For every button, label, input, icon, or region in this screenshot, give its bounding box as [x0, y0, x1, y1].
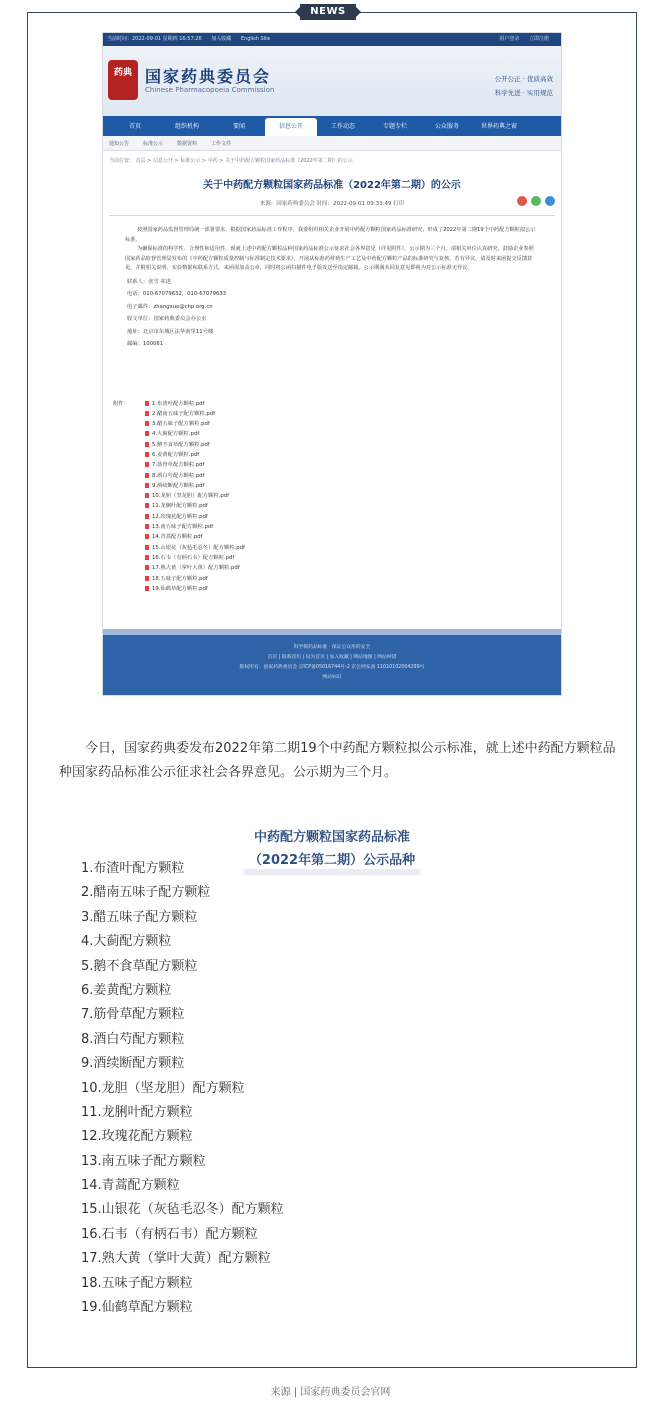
source-credit: 来源 | 国家药典委员会官网: [270, 1387, 391, 1398]
attachment-link[interactable]: 10.龙胆（坚龙胆）配方颗粒.pdf: [145, 491, 561, 501]
attachment-link[interactable]: 18.五味子配方颗粒.pdf: [145, 574, 561, 584]
breadcrumb: 当前位置： 首页 > 信息公开 > 标准公示 > 中药 > 关于中药配方颗粒国家药品标准（2022年第二期）的公示: [109, 158, 353, 164]
attachment-link[interactable]: 13.南五味子配方颗粒.pdf: [145, 522, 561, 532]
site-name-en: Chinese Pharmacopoeia Commission: [145, 86, 275, 94]
article-meta: 来源：国家药典委员会 时间：2022-09-01 09:33:49 打印: [103, 199, 561, 207]
share-buttons: [513, 196, 555, 206]
footer-site-mark: 网站标识: [322, 675, 342, 680]
attachment-link[interactable]: 14.青蒿配方颗粒.pdf: [145, 532, 561, 542]
wechat-share-icon[interactable]: [531, 196, 541, 206]
list-item: 11.龙脷叶配方颗粒: [81, 1104, 193, 1120]
list-item: 5.鹅不食草配方颗粒: [81, 958, 198, 974]
article-title: 关于中药配方颗粒国家药品标准（2022年第二期）的公示: [203, 180, 461, 191]
subnav-work-files[interactable]: 工作文件: [211, 140, 232, 147]
list-item: 12.玫瑰花配方颗粒: [81, 1129, 193, 1145]
list-item: 17.熟大黄（掌叶大黄）配方颗粒: [81, 1251, 271, 1267]
attachment-link[interactable]: 15.山银花（灰毡毛忍冬）配方颗粒.pdf: [145, 543, 561, 553]
site-banner: [103, 46, 561, 116]
attachment-link[interactable]: 9.酒续断配方颗粒.pdf: [145, 481, 561, 491]
nav-special-topics[interactable]: 专题专栏: [382, 123, 407, 130]
list-item: 2.醋南五味子配方颗粒: [81, 885, 211, 901]
weibo-share-icon[interactable]: [517, 196, 527, 206]
attachment-link[interactable]: 11.龙脷叶配方颗粒.pdf: [145, 501, 561, 511]
list-item: 1.布渣叶配方颗粒: [81, 861, 185, 876]
nav-public-service[interactable]: 公众服务: [434, 123, 459, 130]
add-favorite-link[interactable]: 加入收藏: [211, 36, 232, 42]
list-item: 18.五味子配方颗粒: [81, 1275, 193, 1291]
attachments: [103, 399, 561, 595]
nav-work-updates[interactable]: 工作动态: [330, 123, 355, 130]
attachment-link[interactable]: 7.筋骨草配方颗粒.pdf: [145, 460, 561, 470]
attachment-link[interactable]: 1.布渣叶配方颗粒.pdf: [145, 399, 561, 409]
register-link[interactable]: 立即注册: [528, 36, 549, 42]
english-site-link[interactable]: English Site: [240, 36, 271, 42]
site-footer: [103, 629, 561, 695]
contact-phone: 电话：010-67079632，010-67079633: [127, 291, 227, 297]
footer-slogan: 科学制药品标准 · 保证公众用药安全: [293, 645, 371, 650]
list-item: 3.醋五味子配方颗粒: [81, 909, 198, 925]
nav-organization[interactable]: 组织机构: [174, 123, 199, 130]
logo-seal: 药典: [108, 60, 138, 100]
product-list: [81, 857, 284, 1320]
attachment-link[interactable]: 12.玫瑰花配方颗粒.pdf: [145, 512, 561, 522]
list-item: 9.酒续断配方颗粒: [81, 1056, 185, 1072]
nav-info-disclosure[interactable]: 信息公开: [265, 118, 317, 136]
subnav-data[interactable]: 数据资料: [177, 140, 198, 147]
contact-person: 联系人：张雪 祁进: [127, 278, 172, 285]
list-item: 7.筋骨草配方颗粒: [81, 1007, 185, 1023]
nav-news[interactable]: 要闻: [232, 123, 245, 130]
footer-copyright: 版权所有：国家药典委员会 京ICP备05016744号-2 京公网安备 11010102004299号: [239, 665, 425, 670]
list-heading: 中药配方颗粒国家药品标准 （2022年第二期）公示品种: [243, 826, 421, 872]
paragraph-1: 按照国家药品监督管理局统一部署要求，根据国家药品标准工作程序，我委组织相关企业开展中药配方颗粒国家药品标准研究，形成了2022年第二期19个中药配方颗粒拟公示标准。: [125, 227, 536, 243]
list-item: 15.山银花（灰毡毛忍冬）配方颗粒: [81, 1202, 284, 1218]
attachment-link[interactable]: 19.仙鹤草配方颗粒.pdf: [145, 584, 561, 594]
list-item: 19.仙鹤草配方颗粒: [81, 1300, 193, 1316]
news-tag: NEWS: [300, 4, 356, 20]
footer-links[interactable]: 首页 | 联系我们 | 设为首页 | 加入收藏 | 网站地图 | 网站纠错: [267, 655, 397, 660]
contact-email: 电子邮件：zhangxue@chp.org.cn: [127, 303, 213, 310]
attachment-link[interactable]: 17.熟大黄（掌叶大黄）配方颗粒.pdf: [145, 563, 561, 573]
attachment-link[interactable]: 2.醋南五味子配方颗粒.pdf: [145, 409, 561, 419]
list-item: 16.石韦（有柄石韦）配方颗粒: [81, 1226, 258, 1242]
current-time: 当前时间：2022-09-01 星期四 16:57:26: [107, 36, 202, 42]
intro-paragraph: 今日，国家药典委发布2022年第二期19个中药配方颗粒拟公示标准，就上述中药配方颗粒品种国家药品标准公示征求社会各界意见。公示期为三个月。: [59, 741, 616, 780]
attachment-link[interactable]: 16.石韦（有柄石韦）配方颗粒.pdf: [145, 553, 561, 563]
site-motto: 公开公正 · 优质高效 科学先进 · 实用规范: [494, 75, 553, 97]
website-screenshot: [102, 32, 562, 696]
contact-unit: 收文单位：国家药典委员会办公室: [127, 316, 207, 322]
qq-share-icon[interactable]: [545, 196, 555, 206]
attachment-link[interactable]: 8.酒白芍配方颗粒.pdf: [145, 471, 561, 481]
attachment-link[interactable]: 3.醋五味子配方颗粒.pdf: [145, 419, 561, 429]
contact-postcode: 邮编：100061: [127, 341, 164, 347]
attachment-link[interactable]: 5.鹅不食草配方颗粒.pdf: [145, 440, 561, 450]
sub-nav: [103, 136, 561, 151]
list-item: 6.姜黄配方颗粒: [81, 982, 172, 998]
contact-address: 地址：北京市东城区法华南里11号楼: [127, 328, 214, 335]
list-item: 4.大蓟配方颗粒: [81, 934, 172, 950]
attachment-link[interactable]: 6.姜黄配方颗粒.pdf: [145, 450, 561, 460]
topbar-right: [499, 33, 557, 46]
article-body: [103, 216, 561, 274]
nav-home[interactable]: 首页: [128, 123, 141, 130]
contact-info: [103, 274, 561, 351]
paragraph-2: 为确保标准的科学性、合理性和适用性，现就上述中药配方颗粒品种国家药品标准公示征求社会各界意见（详见附件），公示期为三个月。请相关单位认真研究，鼓励企业参照国家药品监督管理局发布的《中药配方颗粒质量控制与标准制定技术要求》，开展从标准药材到生产工艺及中药配方颗粒产品的标准研究与复核。若有异议，请及时来函提交反馈意见，并附相关说明、实验数据和联系方式。来函需加盖公章，同时将公函扫描件电子版发送至指定邮箱。公示期满未回复意见即视为对公示标准无异议。: [125, 246, 534, 271]
site-topbar: [103, 33, 561, 46]
attachment-link[interactable]: 4.大蓟配方颗粒.pdf: [145, 429, 561, 439]
list-item: 10.龙胆（坚龙胆）配方颗粒: [81, 1080, 245, 1096]
subnav-notices[interactable]: 通知公告: [109, 140, 130, 147]
main-nav: [103, 116, 561, 136]
nav-world-pharmacopoeia[interactable]: 世界药典之窗: [480, 123, 517, 130]
login-link[interactable]: 用户登录: [499, 36, 520, 42]
attachments-label: 附件：: [113, 400, 129, 407]
subnav-standard-publicity[interactable]: 标准公示: [143, 140, 164, 147]
list-item: 8.酒白芍配方颗粒: [81, 1031, 185, 1047]
site-name: 国家药典委员会: [145, 67, 272, 86]
list-item: 13.南五味子配方颗粒: [81, 1153, 206, 1169]
topbar-left: [107, 33, 278, 46]
list-item: 14.青蒿配方颗粒: [81, 1178, 180, 1194]
